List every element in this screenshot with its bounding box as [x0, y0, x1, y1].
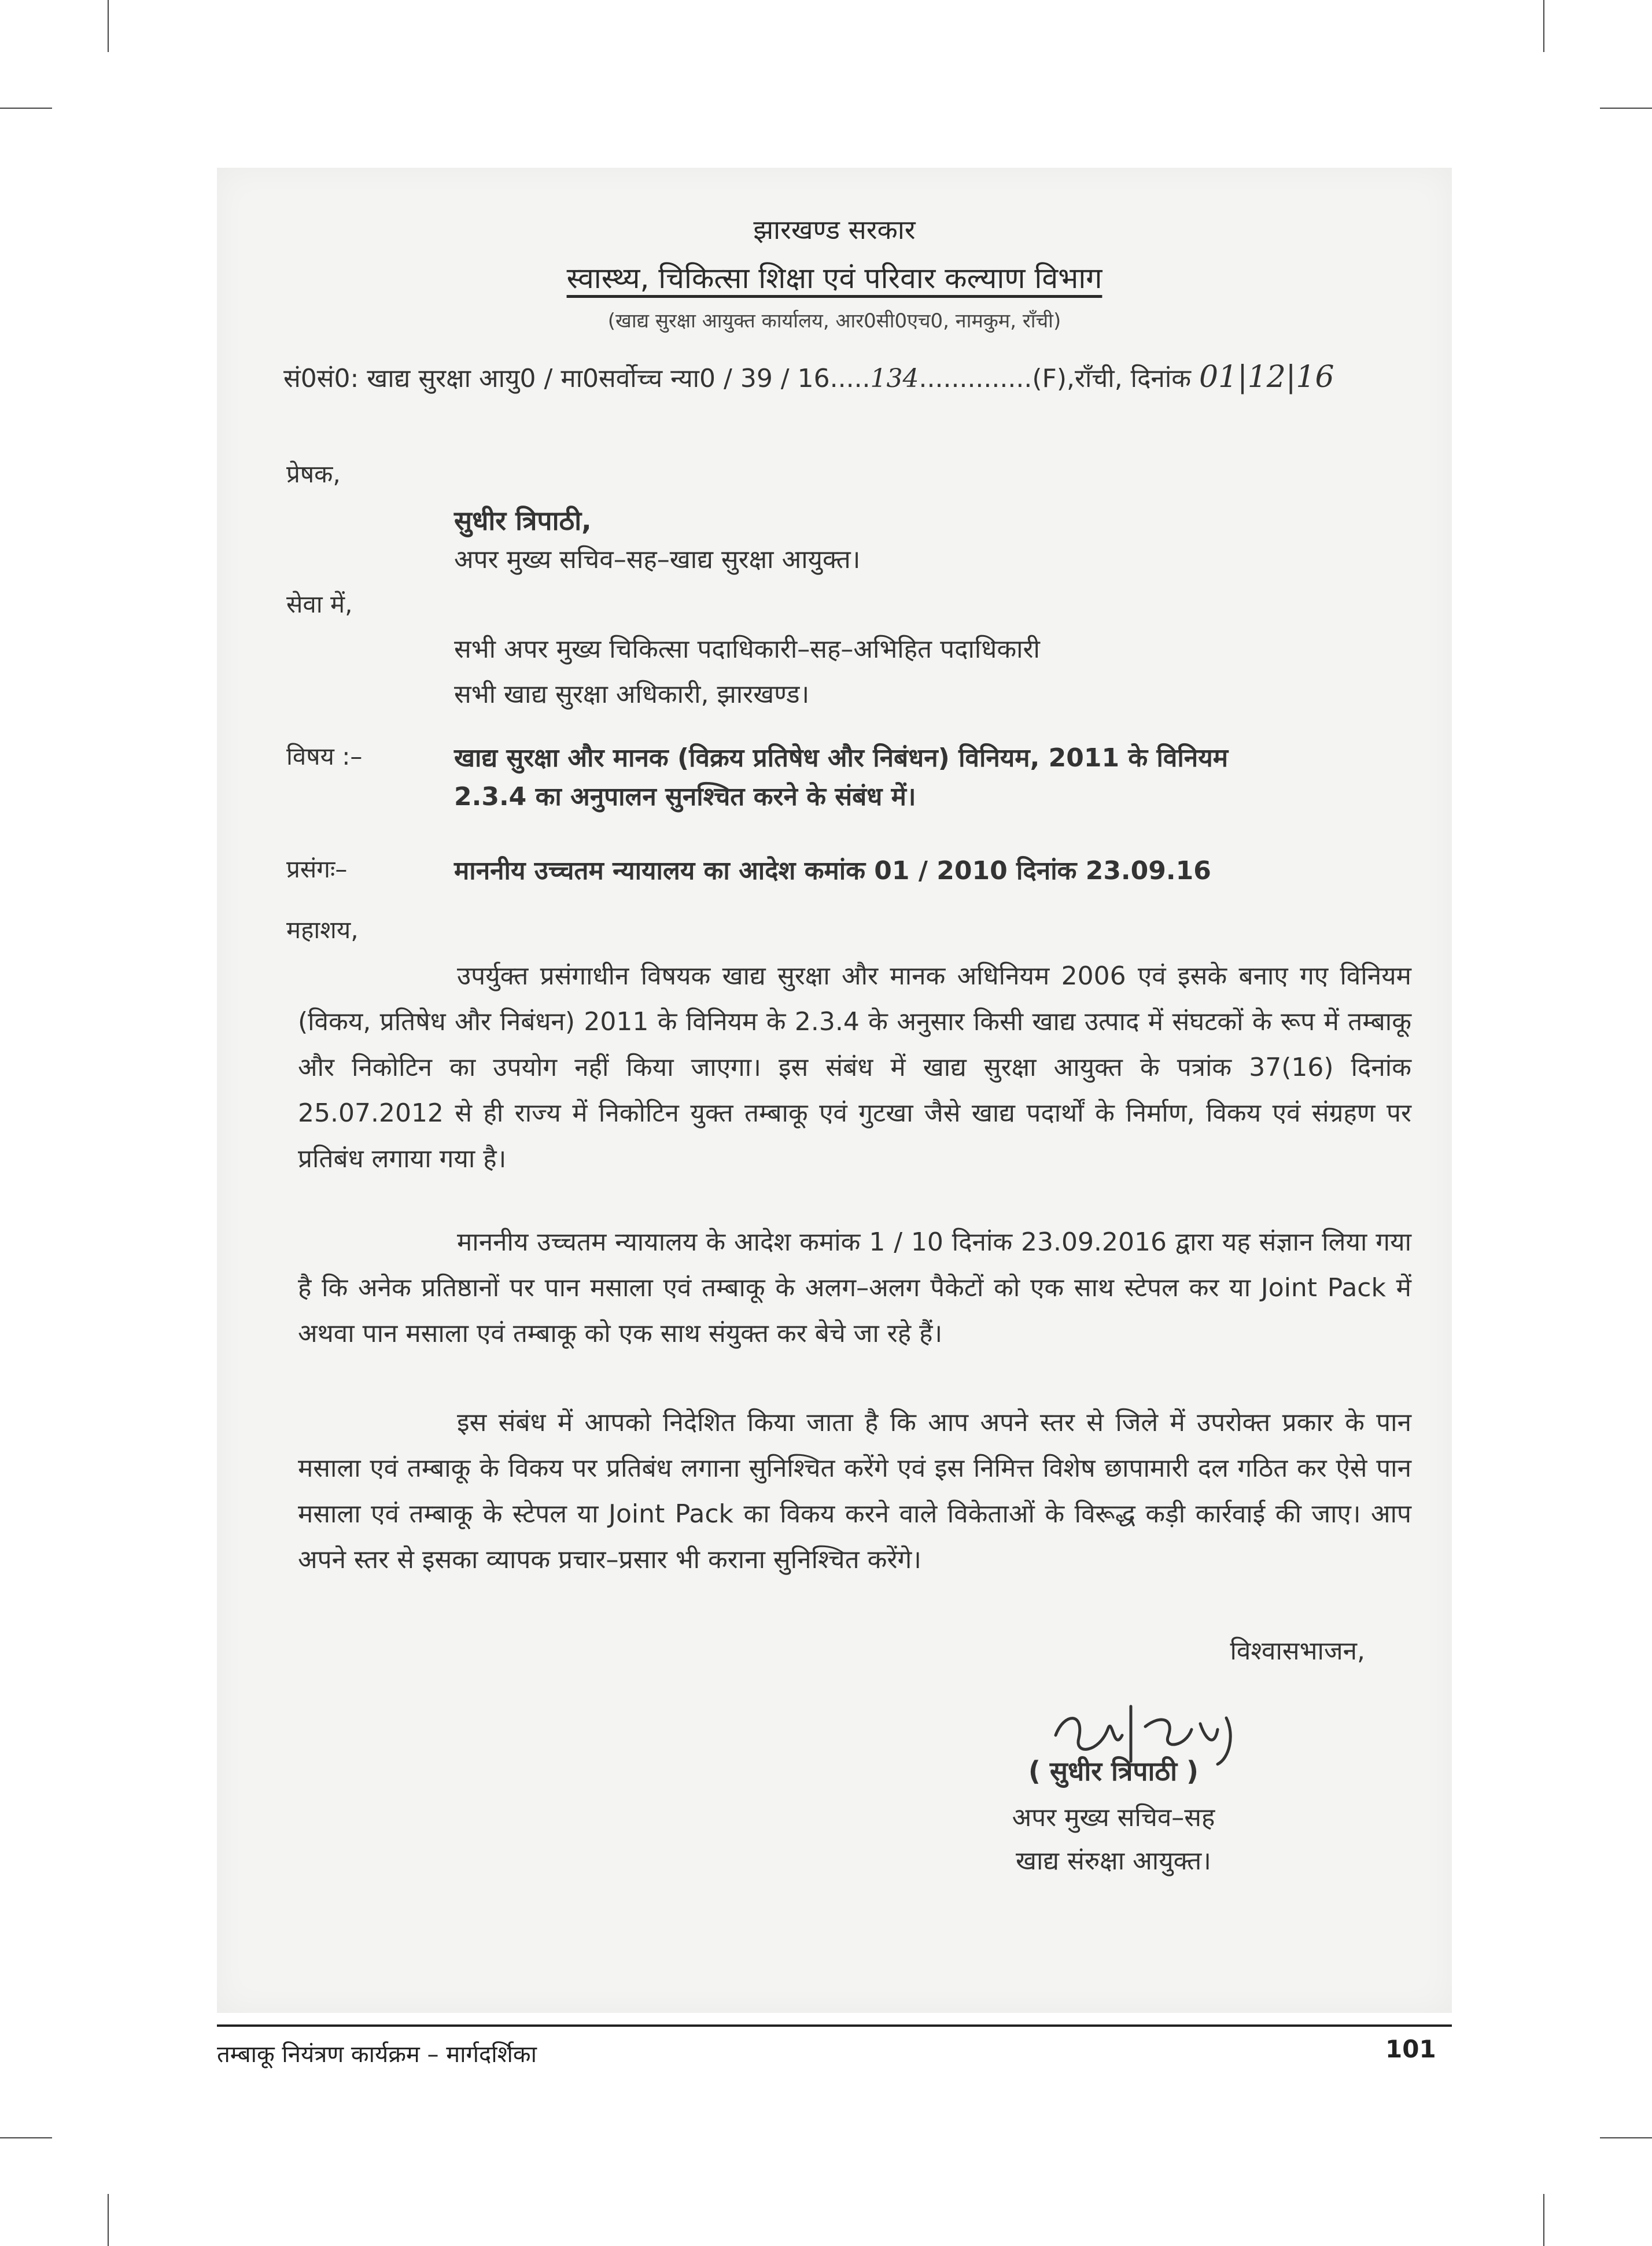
- sender-label: प्रेषक,: [286, 460, 341, 488]
- subject-label: विषय :–: [286, 742, 363, 770]
- body-paragraph-3: इस संबंध में आपको निदेशित किया जाता है कि आप अपने स्तर से जिले में उपरोक्त प्रकार के पान मसाला एवं तम्बाकू के विकय पर प्रतिबंध लगाना सुनिश्चित करेंगे एवं इस निमित्त विशेष छापामारी दल गठित कर ऐसे पान मसाला एवं तम्बाकू के स्टेपल या Joint Pack का विकय करने वाले विकेताओं के विरूद्ध कड़ी कार्रवाई की जाए। आप अपने स्तर से इसका व्यापक प्रचार–प्रसार भी कराना सुनिश्चित करेंगे।: [298, 1408, 1411, 1574]
- crop-mark: [108, 0, 109, 52]
- subject-line-1: खाद्य सुरक्षा और मानक (विक्रय प्रतिषेध और निबंधन) विनियम, 2011 के विनियम: [454, 743, 1229, 773]
- recipient-line-1: सभी अपर मुख्य चिकित्सा पदाधिकारी–सह–अभिहित पदाधिकारी: [454, 635, 1040, 664]
- recipient-label: सेवा में,: [286, 590, 353, 618]
- page-number: 101: [1385, 2035, 1436, 2063]
- letter-number: 134: [870, 364, 919, 393]
- government-heading: झारखण्ड सरकार: [753, 214, 916, 245]
- signatory-designation-2: खाद्य संरुक्षा आयुक्त।: [1016, 1846, 1211, 1876]
- reference-prefix: सं0सं0: खाद्य सुरक्षा आयु0 / मा0सर्वोच्च न्या0 / 39 / 16.....: [283, 364, 871, 393]
- crop-mark: [1543, 0, 1544, 52]
- crop-mark: [0, 108, 52, 109]
- sender-name: सुधीर त्रिपाठी,: [454, 505, 592, 536]
- reference-middle: ..............(F),राँची, दिनांक: [919, 364, 1200, 393]
- reference-line: [283, 360, 1334, 394]
- crop-mark: [0, 2137, 52, 2138]
- salutation: महाशय,: [286, 916, 359, 944]
- footer-rule: [217, 2024, 1452, 2027]
- crop-mark: [108, 2194, 109, 2246]
- footer-title: तम्बाकू नियंत्रण कार्यक्रम – मार्गदर्शिका: [217, 2041, 537, 2068]
- crop-mark: [1600, 2137, 1652, 2138]
- department-heading: स्वास्थ्य, चिकित्सा शिक्षा एवं परिवार कल्याण विभाग: [566, 261, 1102, 295]
- signatory-designation-1: अपर मुख्य सचिव–सह: [1012, 1803, 1215, 1832]
- context-text: माननीय उच्चतम न्यायालय का आदेश कमांक 01 / 2010 दिनांक 23.09.16: [454, 856, 1211, 886]
- crop-mark: [1600, 108, 1652, 109]
- signatory-name: ( सुधीर त्रिपाठी ): [1028, 1756, 1199, 1787]
- context-label: प्रसंगः–: [286, 855, 348, 883]
- crop-mark: [1543, 2194, 1544, 2246]
- body-paragraph-2: माननीय उच्चतम न्यायालय के आदेश कमांक 1 / 10 दिनांक 23.09.2016 द्वारा यह संज्ञान लिया गया है कि अनेक प्रतिष्ठानों पर पान मसाला एवं तम्बाकू के अलग–अलग पैकेटों को एक साथ स्टेपल कर या Joint Pack में अथवा पान मसाला एवं तम्बाकू को एक साथ संयुक्त कर बेचे जा रहे हैं।: [298, 1227, 1411, 1348]
- handwritten-date: 01|12|16: [1199, 360, 1334, 394]
- subject-line-2: 2.3.4 का अनुपालन सुनश्चित करने के संबंध में।: [454, 782, 916, 812]
- sender-designation: अपर मुख्य सचिव–सह–खाद्य सुरक्षा आयुक्त।: [454, 545, 861, 574]
- valediction: विश्वासभाजन,: [1230, 1636, 1365, 1666]
- body-paragraph-1: उपर्युक्त प्रसंगाधीन विषयक खाद्य सुरक्षा और मानक अधिनियम 2006 एवं इसके बनाए गए विनियम (विकय, प्रतिषेध और निबंधन) 2011 के विनियम के 2.3.4 के अनुसार किसी खाद्य उत्पाद में संघटकों के रूप में तम्बाकू और निकोटिन का उपयोग नहीं किया जाएगा। इस संबंध में खाद्य सुरक्षा आयुक्त के पत्रांक 37(16) दिनांक 25.07.2012 से ही राज्य में निकोटिन युक्त तम्बाकू एवं गुटखा जैसे खाद्य पदार्थों के निर्माण, विकय एवं संग्रहण पर प्रतिबंध लगाया गया है।: [298, 961, 1411, 1174]
- recipient-line-2: सभी खाद्य सुरक्षा अधिकारी, झारखण्ड।: [454, 680, 810, 709]
- office-address: (खाद्य सुरक्षा आयुक्त कार्यालय, आर0सी0एच0, नामकुम, राँची): [607, 309, 1061, 333]
